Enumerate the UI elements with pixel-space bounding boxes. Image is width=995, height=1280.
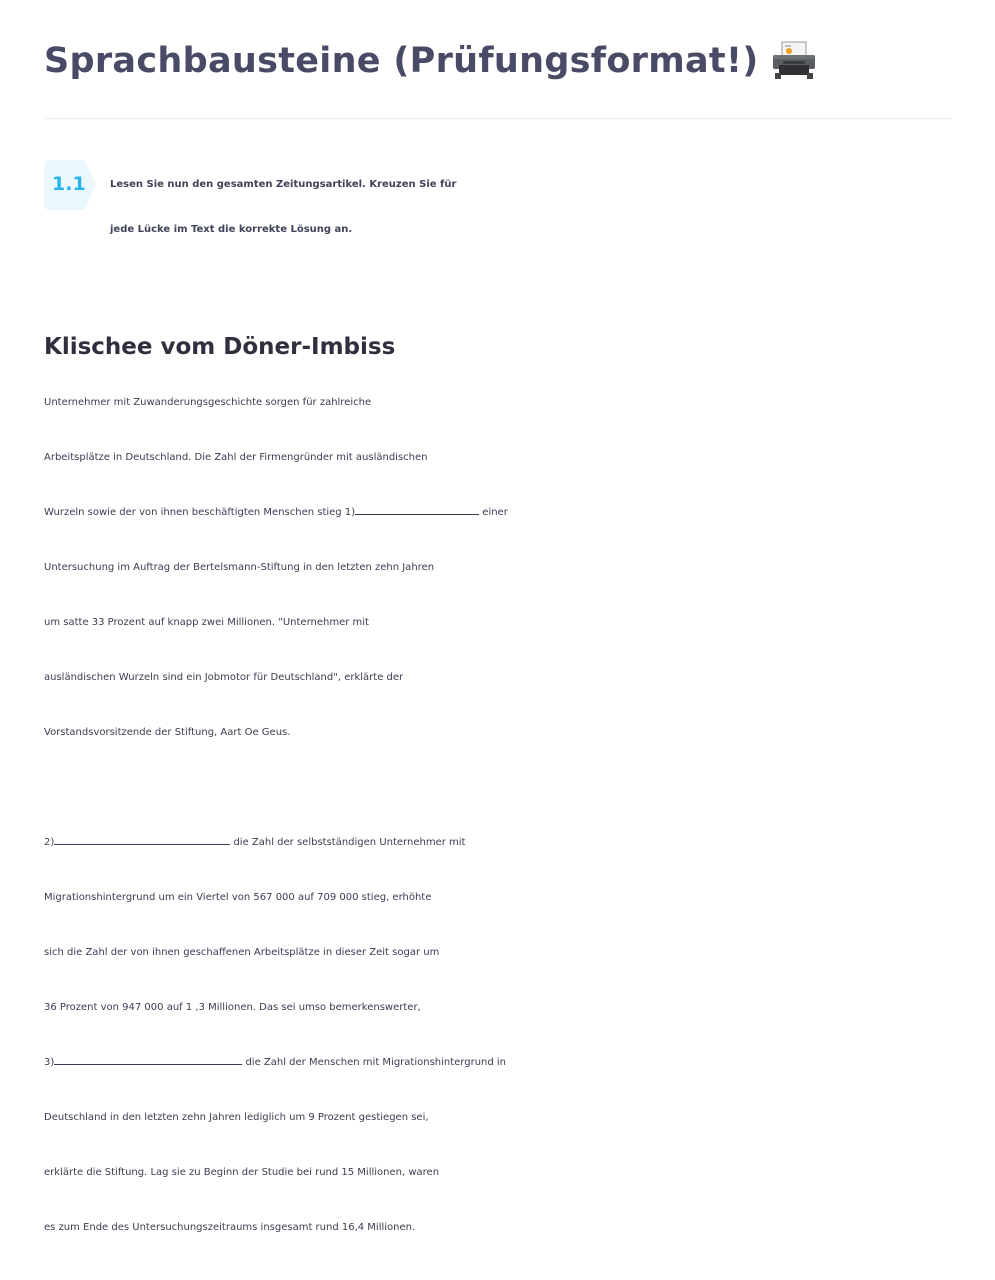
text-line bbox=[44, 1035, 959, 1090]
task-instruction bbox=[110, 162, 930, 252]
text-line: sich die Zahl der von ihnen geschaffenen Arbeitsplätze in dieser Zeit sogar um bbox=[44, 947, 440, 958]
text-line: ausländischen Wurzeln sind ein Jobmotor für Deutschland", erklärte der bbox=[44, 672, 404, 683]
text-line: um satte 33 Prozent auf knapp zwei Millionen. "Unternehmer mit bbox=[44, 617, 369, 628]
task-number-badge bbox=[44, 160, 90, 210]
text-line: Untersuchung im Auftrag der Bertelsmann-Stiftung in den letzten zehn Jahren bbox=[44, 562, 435, 573]
article bbox=[44, 320, 959, 1255]
paragraph-gap bbox=[44, 760, 959, 815]
gap-3-blank[interactable] bbox=[54, 1044, 242, 1065]
article-headline: Klischee vom Döner-Imbiss bbox=[44, 334, 396, 360]
task-block bbox=[44, 160, 944, 252]
text-line: Vorstandsvorsitzende der Stiftung, Aart Oe Geus. bbox=[44, 727, 291, 738]
printer-icon bbox=[771, 41, 817, 81]
gap-1-blank[interactable] bbox=[355, 494, 479, 515]
text-line bbox=[44, 485, 959, 540]
text-segment: 2) bbox=[44, 837, 55, 848]
text-segment: einer bbox=[479, 507, 508, 518]
task-instruction-line: Lesen Sie nun den gesamten Zeitungsartikel. Kreuzen Sie für bbox=[110, 179, 457, 190]
text-line: Arbeitsplätze in Deutschland. Die Zahl der Firmengründer mit ausländischen bbox=[44, 452, 428, 463]
text-segment: die Zahl der selbstständigen Unternehmer mit bbox=[230, 837, 466, 848]
gap-2-blank[interactable] bbox=[54, 824, 230, 845]
text-line: Deutschland in den letzten zehn Jahren lediglich um 9 Prozent gestiegen sei, bbox=[44, 1112, 429, 1123]
text-segment: 3) bbox=[44, 1057, 55, 1068]
text-segment: Wurzeln sowie der von ihnen beschäftigten Menschen stieg 1) bbox=[44, 507, 356, 518]
text-line: erklärte die Stiftung. Lag sie zu Beginn der Studie bei rund 15 Millionen, waren bbox=[44, 1167, 440, 1178]
page-header bbox=[44, 26, 964, 96]
text-line: 36 Prozent von 947 000 auf 1 ,3 Millionen. Das sei umso bemerkenswerter, bbox=[44, 1002, 421, 1013]
text-segment: die Zahl der Menschen mit Migrationshintergrund in bbox=[242, 1057, 507, 1068]
text-line: Migrationshintergrund um ein Viertel von 567 000 auf 709 000 stieg, erhöhte bbox=[44, 892, 432, 903]
page-title: Sprachbausteine (Prüfungsformat!) bbox=[44, 41, 759, 81]
text-line: es zum Ende des Untersuchungszeitraums insgesamt rund 16,4 Millionen. bbox=[44, 1222, 416, 1233]
header-divider bbox=[44, 118, 952, 119]
text-line: Unternehmer mit Zuwanderungsgeschichte sorgen für zahlreiche bbox=[44, 397, 372, 408]
task-number: 1.1 bbox=[52, 173, 86, 195]
text-line bbox=[44, 815, 959, 870]
task-instruction-line: jede Lücke im Text die korrekte Lösung an. bbox=[110, 224, 353, 235]
